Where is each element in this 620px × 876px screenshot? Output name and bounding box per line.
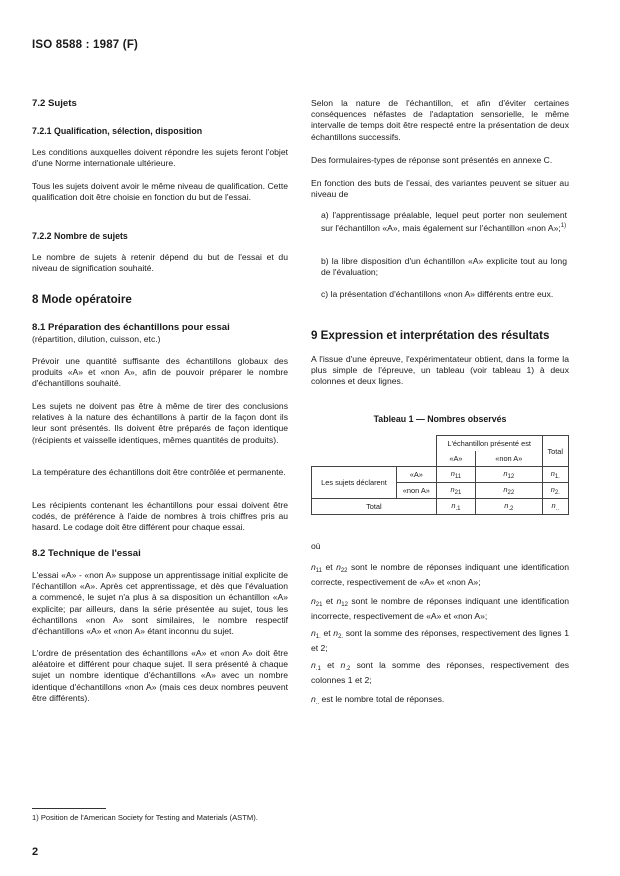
table-cell-n-dot2: $n_{.2}$: [476, 499, 543, 515]
table-cell-n22: $n_{22}$: [476, 483, 543, 499]
section-8-1-title: 8.1 Préparation des échantillons pour essai: [32, 322, 230, 333]
table-cell-n2-dot: $n_{2.}$: [542, 483, 568, 499]
section-8-2-title: 8.2 Technique de l'essai: [32, 548, 141, 559]
paragraph: L'essai «A» - «non A» suppose un apprentissage initial explicite de l'échantillon «A». Après cet apprentissage, et dès que l'évaluation a commencé, le sujet n'a plus à sa disposition un échantillon «A» explicite; par ailleurs, dans la série présentée au sujet, tous les échantillons «non A» sont similaires, le nombre respectif d'échantillons «A» et «non A» étant inconnu du sujet.: [32, 570, 288, 637]
paragraph: Des formulaires-types de réponse sont présentés en annexe C.: [311, 155, 553, 165]
table-row-non-a: «non A»: [396, 483, 436, 499]
table-header-a: «A»: [436, 451, 475, 467]
page-number: 2: [32, 846, 39, 858]
definition: $n_{.1}$ et $n_{.2}$ sont la somme des réponses, respectivement des colonnes 1 et 2;: [311, 660, 570, 686]
paragraph: Les conditions auxquelles doivent répondre les sujets feront l'objet d'une Norme internationale ultérieure.: [32, 147, 288, 169]
table-cell-n12: $n_{12}$: [476, 467, 543, 483]
paragraph: Selon la nature de l'échantillon, et afin d'éviter certaines conséquences néfastes de l'adaptation sensorielle, le même intervalle de temps doit être respecté entre la présentation de deux échantillons successifs.: [311, 98, 569, 142]
table-row-a: «A»: [396, 467, 436, 483]
definition: $n_{11}$ et $n_{22}$ sont le nombre de réponses indiquant une identification correcte, respectivement de «A» et «non A»;: [311, 562, 569, 588]
section-8-title: 8 Mode opératoire: [32, 293, 132, 306]
paragraph: La température des échantillons doit être contrôlée et permanente.: [32, 467, 286, 477]
paragraph: Le nombre de sujets à retenir dépend du but de l'essai et du niveau de signification souhaité.: [32, 252, 288, 274]
section-7-2-2-title: 7.2.2 Nombre de sujets: [32, 231, 128, 241]
document-header: ISO 8588 : 1987 (F): [32, 39, 139, 51]
table-caption: Tableau 1 — Nombres observés: [373, 414, 507, 424]
table-cell-n-dot1: $n_{.1}$: [436, 499, 475, 515]
footnote-rule: [32, 808, 106, 809]
list-item: b) la libre disposition d'un échantillon «A» explicite tout au long de l'évaluation;: [321, 256, 567, 278]
table-row-label: Les sujets déclarent: [312, 467, 397, 499]
paragraph: A l'issue d'une épreuve, l'expérimentateur obtient, dans la forme la plus simple de l'épreuve, un tableau (voir tableau 1) à deux colonnes et deux lignes.: [311, 354, 569, 387]
table-total-label: Total: [312, 499, 437, 515]
paragraph: Prévoir une quantité suffisante des échantillons globaux des produits «A» et «non A», afin de pouvoir préparer le nombre d'échantillons souhaité.: [32, 356, 288, 389]
table-header-non-a: «non A»: [476, 451, 543, 467]
definition: $n_{..}$ est le nombre total de réponses.: [311, 694, 445, 706]
table-header-total: Total: [542, 436, 568, 467]
definition: $n_{1.}$ et $n_{2.}$ sont la somme des réponses, respectivement des lignes 1 et 2;: [311, 628, 569, 654]
list-item: c) la présentation d'échantillons «non A» différents entre eux.: [321, 289, 554, 299]
paragraph: L'ordre de présentation des échantillons «A» et «non A» doit être aléatoire et différent pour chaque sujet. Il sera présenté à chaque sujet un nombre identique d'échantillons «A» avec un nombre identique d'échantillons «non A» (mais ces deux nombres peuvent être différents).: [32, 648, 288, 703]
contingency-table: [311, 435, 569, 515]
table-cell-n-dotdot: $n_{..}$: [542, 499, 568, 515]
table-cell-n21: $n_{21}$: [436, 483, 475, 499]
section-7-2-1-title: 7.2.1 Qualification, sélection, disposition: [32, 126, 203, 136]
paragraph: Les récipients contenant les échantillons pour essai doivent être codés, de préférence à l'aide de nombres à trois chiffres pris au hasard. Le codage doit être différent pour chaque essai.: [32, 500, 288, 533]
section-8-1-subtitle: (répartition, dilution, cuisson, etc.): [32, 334, 161, 344]
table-cell-n11: $n_{11}$: [436, 467, 475, 483]
paragraph: En fonction des buts de l'essai, des variantes peuvent se situer au niveau de: [311, 178, 569, 200]
definition: $n_{21}$ et $n_{12}$ sont le nombre de réponses indiquant une identification incorrecte, respectivement de «A» et «non A»;: [311, 596, 570, 622]
word-ou: où: [311, 541, 321, 551]
section-9-title: 9 Expression et interprétation des résultats: [311, 329, 550, 342]
section-7-2-title: 7.2 Sujets: [32, 98, 77, 109]
table-cell-n1-dot: $n_{1.}$: [542, 467, 568, 483]
paragraph: Les sujets ne doivent pas être à même de tirer des conclusions relatives à la nature des échantillons à partir de la façon dont ils leur sont présentés. Ils doivent être préparés de façon identique (récipients et vaisselle identiques, mêmes quantités de produits).: [32, 401, 288, 445]
footnote: 1) Position de l'American Society for Testing and Materials (ASTM).: [32, 813, 258, 822]
paragraph: Tous les sujets doivent avoir le même niveau de qualification. Cette qualification doit être choisie en fonction du but de l'essai.: [32, 181, 288, 203]
table-header-group: L'échantillon présenté est: [436, 436, 542, 452]
list-item: a) l'apprentissage préalable, lequel peut porter non seulement sur l'échantillon «A», mais également sur l'échantillon «non A»;$^{1)}$: [321, 210, 567, 234]
